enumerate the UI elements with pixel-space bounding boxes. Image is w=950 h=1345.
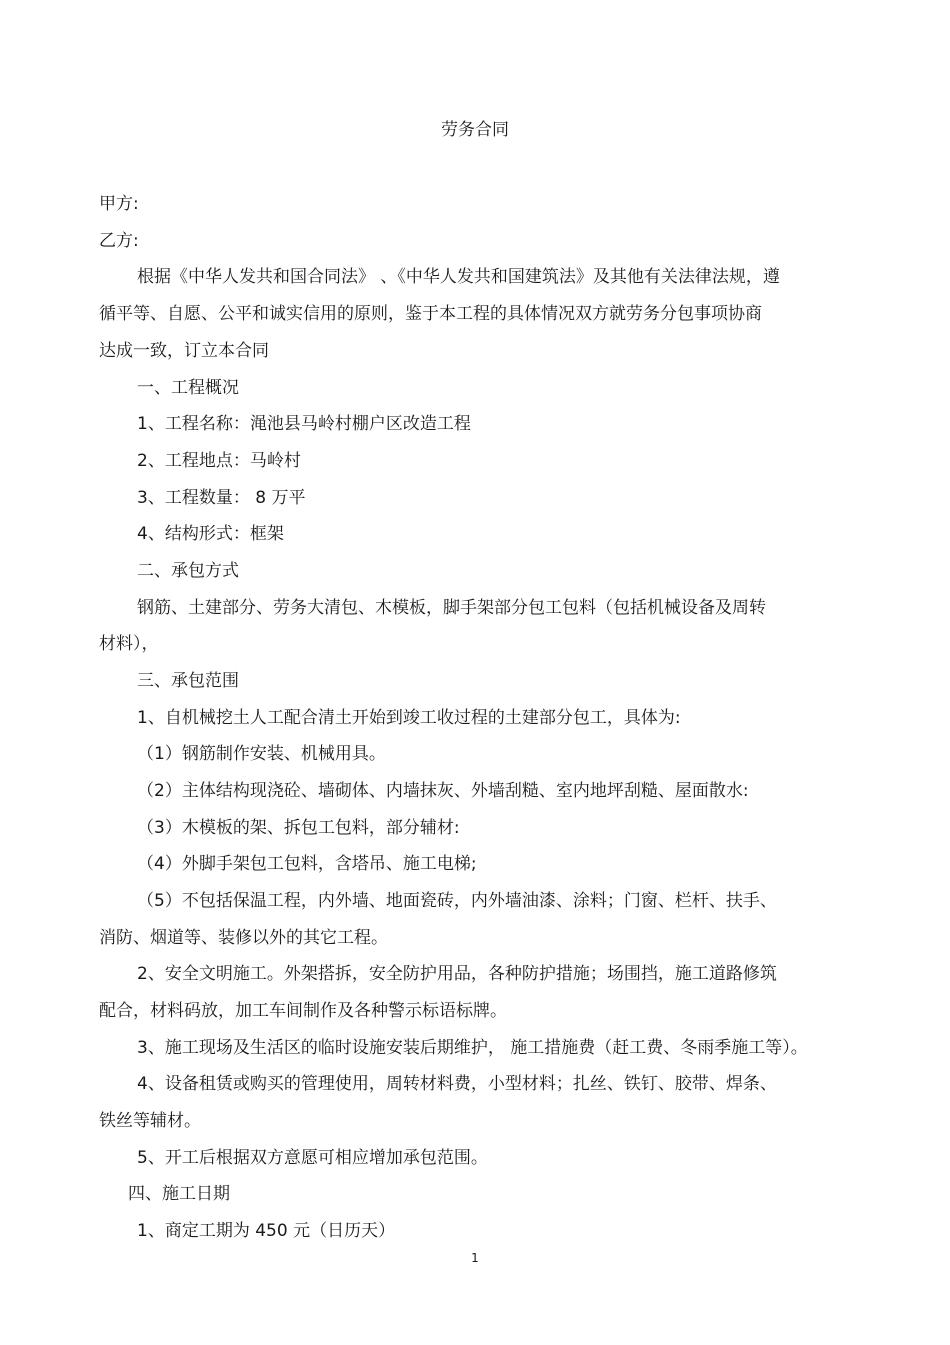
paragraph-line: （2）主体结构现浇砼、墙砌体、内墙抹灰、外墙刮糙、室内地坪刮糙、屋面散水: (137, 781, 749, 801)
paragraph-line: 消防、烟道等、装修以外的其它工程。 (99, 928, 388, 948)
paragraph-line: （1）钢筋制作安装、机械用具。 (137, 744, 386, 764)
section-heading: 二、承包方式 (137, 561, 239, 581)
paragraph-line: 2、工程地点：马岭村 (137, 451, 301, 471)
paragraph-line: 材料）， (99, 634, 159, 654)
section-heading: 一、工程概况 (137, 378, 239, 398)
paragraph-line: 钢筋、土建部分、劳务大清包、木模板，脚手架部分包工包料（包括机械设备及周转 (137, 598, 766, 618)
paragraph-line: 3、工程数量： 8 万平 (137, 488, 306, 508)
paragraph-line: 1、工程名称：渑池县马岭村棚户区改造工程 (137, 414, 471, 434)
paragraph-line: 循平等、自愿、公平和诚实信用的原则，鉴于本工程的具体情况双方就劳务分包事项协商 (99, 304, 762, 324)
paragraph-line: 达成一致，订立本合同 (99, 341, 269, 361)
section-heading: 三、承包范围 (137, 671, 239, 691)
paragraph-line: 根据《中华人发共和国合同法》 、《中华人发共和国建筑法》及其他有关法律法规，遵 (137, 267, 780, 287)
paragraph-line: 配合，材料码放，加工车间制作及各种警示标语标牌。 (99, 1001, 507, 1021)
paragraph-line: 4、设备租赁或购买的管理使用，周转材料费，小型材料；扎丝、铁钉、胶带、焊条、 (137, 1074, 777, 1094)
paragraph-line: 5、开工后根据双方意愿可相应增加承包范围。 (137, 1148, 488, 1168)
paragraph-line: （4）外脚手架包工包料，含塔吊、施工电梯; (137, 854, 477, 874)
paragraph-line: 2、安全文明施工。外架搭拆，安全防护用品，各种防护措施；场围挡，施工道路修筑 (137, 964, 777, 984)
paragraph-line: 1、自机械挖土人工配合清土开始到竣工收过程的土建部分包工，具体为: (137, 708, 681, 728)
section-heading: 四、施工日期 (128, 1184, 230, 1204)
paragraph-line: （3）木模板的架、拆包工包料，部分辅材: (137, 818, 460, 838)
paragraph-line: 4、结构形式：框架 (137, 524, 284, 544)
paragraph-line: 3、施工现场及生活区的临时设施安装后期维护， 施工措施费（赶工费、冬雨季施工等）。 (137, 1038, 808, 1058)
paragraph-line: 铁丝等辅材。 (99, 1111, 201, 1131)
page-number: 1 (471, 1251, 479, 1265)
paragraph-line: （5）不包括保温工程，内外墙、地面瓷砖，内外墙油漆、涂料；门窗、栏杆、扶手、 (137, 891, 777, 911)
party-a-label: 甲方: (99, 194, 139, 214)
document-title: 劳务合同 (441, 120, 509, 140)
party-b-label: 乙方: (99, 231, 139, 251)
paragraph-line: 1、商定工期为 450 元（日历天） (137, 1221, 396, 1241)
